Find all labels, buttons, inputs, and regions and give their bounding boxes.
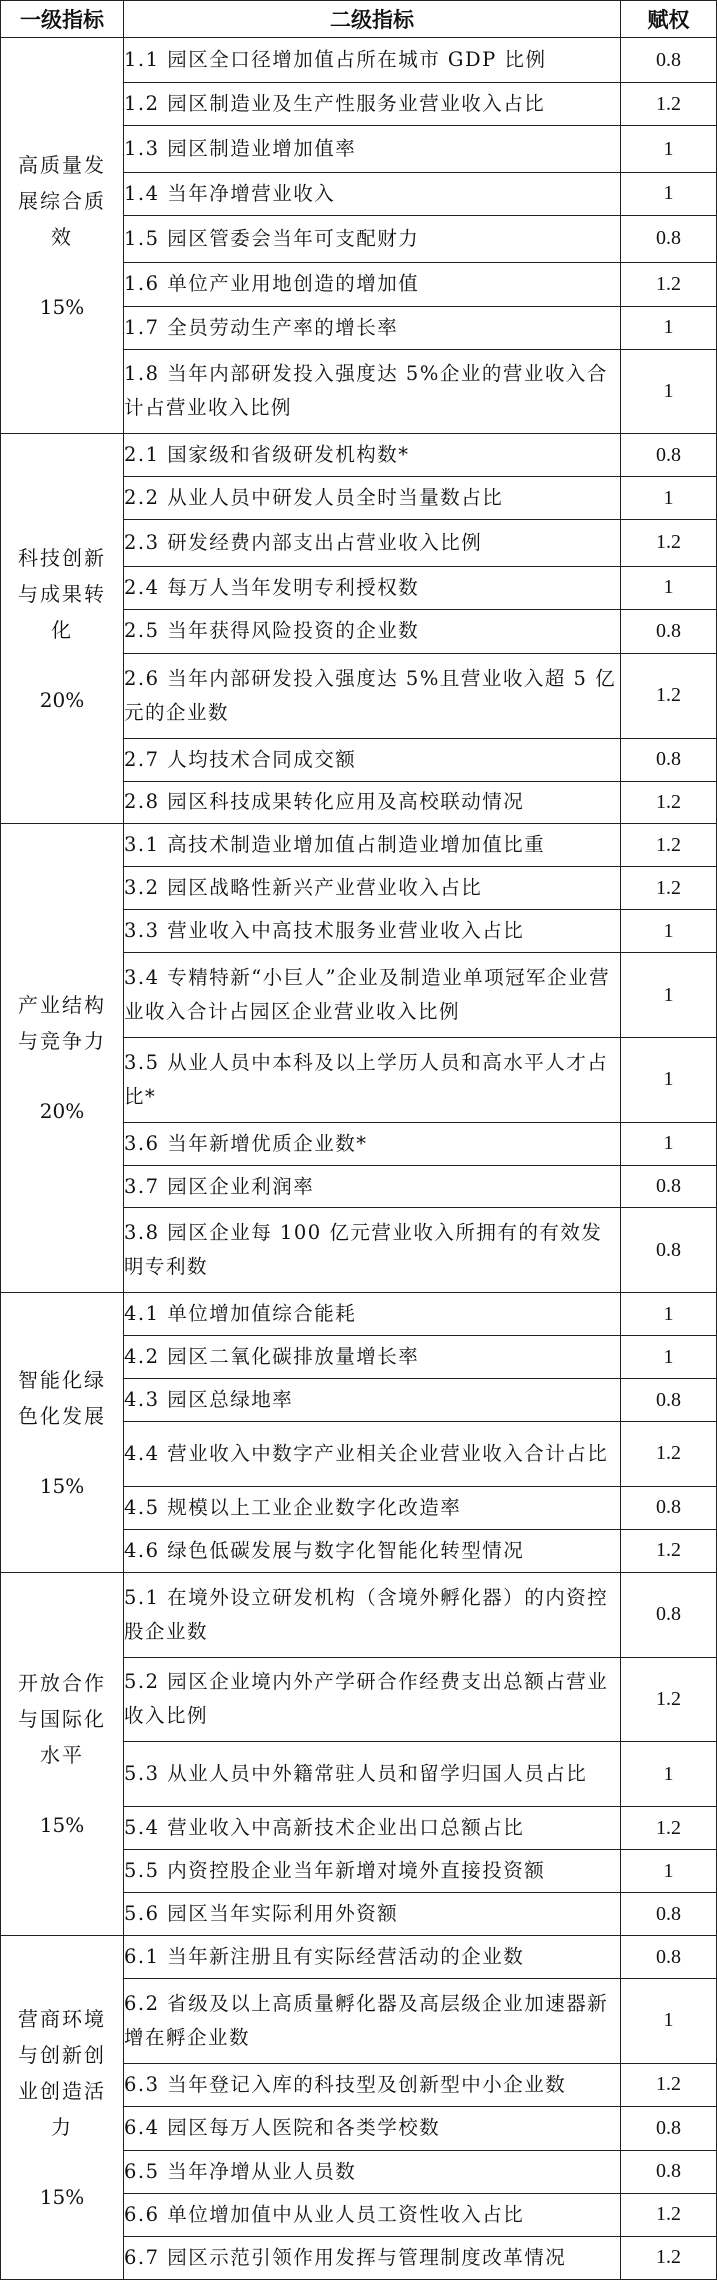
weight-value: 1.2 [621, 520, 717, 567]
level2-indicator: 4.4 营业收入中数字产业相关企业营业收入合计占比 [124, 1421, 621, 1486]
weight-value: 1.2 [621, 2063, 717, 2106]
level2-indicator: 5.1 在境外设立研发机构（含境外孵化器）的内资控股企业数 [124, 1572, 621, 1657]
level2-indicator: 3.4 专精特新“小巨人”企业及制造业单项冠军企业营业收入合计占园区企业营业收入比例 [124, 953, 621, 1038]
table-row [1, 824, 717, 867]
level2-indicator: 2.4 每万人当年发明专利授权数 [124, 566, 621, 609]
weight-value: 0.8 [621, 1936, 717, 1979]
weight-value: 0.8 [621, 1379, 717, 1422]
level2-indicator: 1.5 园区管委会当年可支配财力 [124, 215, 621, 262]
level1-cell [1, 38, 124, 434]
weight-value: 0.8 [621, 1165, 717, 1208]
level2-indicator: 1.3 园区制造业增加值率 [124, 126, 621, 173]
level2-indicator: 1.7 全员劳动生产率的增长率 [124, 306, 621, 349]
level1-cell [1, 1293, 124, 1573]
level2-indicator: 3.8 园区企业每 100 亿元营业收入所拥有的有效发明专利数 [124, 1208, 621, 1293]
level2-indicator: 2.7 人均技术合同成交额 [124, 738, 621, 781]
level2-indicator: 1.2 园区制造业及生产性服务业营业收入占比 [124, 83, 621, 126]
level1-name: 高质量发展综合质效 [18, 152, 106, 249]
weight-value: 1 [621, 1122, 717, 1165]
level2-indicator: 5.3 从业人员中外籍常驻人员和留学归国人员占比 [124, 1742, 621, 1807]
level2-indicator: 4.5 规模以上工业企业数字化改造率 [124, 1487, 621, 1530]
level2-indicator: 2.2 从业人员中研发人员全时当量数占比 [124, 477, 621, 520]
level2-indicator: 1.4 当年净增营业收入 [124, 172, 621, 215]
header-weight: 赋权 [621, 1, 717, 38]
level1-cell [1, 1572, 124, 1935]
level2-indicator: 2.6 当年内部研发投入强度达 5%且营业收入超 5 亿元的企业数 [124, 653, 621, 738]
table-row [1, 38, 717, 83]
level1-name: 智能化绿色化发展 [18, 1367, 106, 1428]
level2-indicator: 3.5 从业人员中本科及以上学历人员和高水平人才占比* [124, 1037, 621, 1122]
level2-indicator: 6.7 园区示范引领作用发挥与管理制度改革情况 [124, 2236, 621, 2279]
level1-cell [1, 1936, 124, 2280]
level2-indicator: 1.8 当年内部研发投入强度达 5%企业的营业收入合计占营业收入比例 [124, 349, 621, 434]
weight-value: 1 [621, 910, 717, 953]
weight-value: 1 [621, 1742, 717, 1807]
weight-value: 1.2 [621, 867, 717, 910]
level2-indicator: 4.3 园区总绿地率 [124, 1379, 621, 1422]
weight-value: 1.2 [621, 1529, 717, 1572]
weight-value: 1.2 [621, 262, 717, 306]
weight-value: 0.8 [621, 1487, 717, 1530]
level1-name: 科技创新与成果转化 [18, 545, 106, 642]
weight-value: 1 [621, 477, 717, 520]
weight-value: 1 [621, 1979, 717, 2064]
level2-indicator: 1.6 单位产业用地创造的增加值 [124, 262, 621, 306]
table-row [1, 1293, 717, 1336]
header-level1: 一级指标 [1, 1, 124, 38]
level2-indicator: 2.8 园区科技成果转化应用及高校联动情况 [124, 781, 621, 824]
weight-value: 1.2 [621, 83, 717, 126]
level2-indicator: 3.1 高技术制造业增加值占制造业增加值比重 [124, 824, 621, 867]
weight-value: 1.2 [621, 1421, 717, 1486]
weight-value: 0.8 [621, 434, 717, 477]
weight-value: 0.8 [621, 215, 717, 262]
level2-indicator: 6.2 省级及以上高质量孵化器及高层级企业加速器新增在孵企业数 [124, 1979, 621, 2064]
level2-indicator: 2.5 当年获得风险投资的企业数 [124, 609, 621, 653]
weight-value: 0.8 [621, 738, 717, 781]
header-level2: 二级指标 [124, 1, 621, 38]
level1-percent: 15% [39, 2184, 85, 2209]
level2-indicator: 5.6 园区当年实际利用外资额 [124, 1893, 621, 1936]
weight-value: 1.2 [621, 824, 717, 867]
level2-indicator: 4.2 园区二氧化碳排放量增长率 [124, 1336, 621, 1379]
table-row [1, 1936, 717, 1979]
table-row [1, 1572, 717, 1657]
weight-value: 0.8 [621, 2150, 717, 2193]
level2-indicator: 3.2 园区战略性新兴产业营业收入占比 [124, 867, 621, 910]
level2-indicator: 6.6 单位增加值中从业人员工资性收入占比 [124, 2193, 621, 2236]
weight-value: 0.8 [621, 1893, 717, 1936]
table-row [1, 434, 717, 477]
weight-value: 1 [621, 953, 717, 1038]
weight-value: 1 [621, 349, 717, 434]
level2-indicator: 2.3 研发经费内部支出占营业收入比例 [124, 520, 621, 567]
weight-value: 1.2 [621, 2193, 717, 2236]
level2-indicator: 6.1 当年新注册且有实际经营活动的企业数 [124, 1936, 621, 1979]
weight-value: 1 [621, 1293, 717, 1336]
level1-percent: 20% [39, 1099, 85, 1124]
level1-name: 开放合作与国际化水平 [18, 1670, 106, 1767]
weight-value: 1.2 [621, 781, 717, 824]
weight-value: 0.8 [621, 2106, 717, 2150]
weight-value: 0.8 [621, 1572, 717, 1657]
weight-value: 1 [621, 1336, 717, 1379]
weight-value: 1 [621, 306, 717, 349]
weight-value: 1.2 [621, 653, 717, 738]
level2-indicator: 3.3 营业收入中高技术服务业营业收入占比 [124, 910, 621, 953]
level1-percent: 20% [39, 687, 85, 712]
header-row [1, 1, 717, 38]
level2-indicator: 3.7 园区企业利润率 [124, 1165, 621, 1208]
level2-indicator: 5.4 营业收入中高新技术企业出口总额占比 [124, 1807, 621, 1850]
level2-indicator: 2.1 国家级和省级研发机构数* [124, 434, 621, 477]
level2-indicator: 5.5 内资控股企业当年新增对境外直接投资额 [124, 1850, 621, 1893]
weight-value: 1 [621, 566, 717, 609]
weight-value: 0.8 [621, 38, 717, 83]
level2-indicator: 4.1 单位增加值综合能耗 [124, 1293, 621, 1336]
level2-indicator: 4.6 绿色低碳发展与数字化智能化转型情况 [124, 1529, 621, 1572]
weight-value: 0.8 [621, 1208, 717, 1293]
weight-value: 1.2 [621, 1807, 717, 1850]
weight-value: 1 [621, 172, 717, 215]
weight-value: 1 [621, 1037, 717, 1122]
level1-cell [1, 824, 124, 1293]
level1-percent: 15% [39, 1812, 85, 1837]
level1-cell [1, 434, 124, 824]
level2-indicator: 1.1 园区全口径增加值占所在城市 GDP 比例 [124, 38, 621, 83]
weight-value: 1.2 [621, 2236, 717, 2279]
level1-name: 产业结构与竞争力 [18, 993, 106, 1054]
weight-value: 1 [621, 126, 717, 173]
table-body [1, 38, 717, 2280]
level2-indicator: 6.5 当年净增从业人员数 [124, 2150, 621, 2193]
level1-percent: 15% [39, 294, 85, 319]
level2-indicator: 6.3 当年登记入库的科技型及创新型中小企业数 [124, 2063, 621, 2106]
level2-indicator: 3.6 当年新增优质企业数* [124, 1122, 621, 1165]
level2-indicator: 6.4 园区每万人医院和各类学校数 [124, 2106, 621, 2150]
weight-value: 1 [621, 1850, 717, 1893]
level1-name: 营商环境与创新创业创造活力 [18, 2006, 106, 2139]
weight-value: 1.2 [621, 1657, 717, 1742]
level1-percent: 15% [39, 1473, 85, 1498]
weight-value: 0.8 [621, 609, 717, 653]
level2-indicator: 5.2 园区企业境内外产学研合作经费支出总额占营业收入比例 [124, 1657, 621, 1742]
